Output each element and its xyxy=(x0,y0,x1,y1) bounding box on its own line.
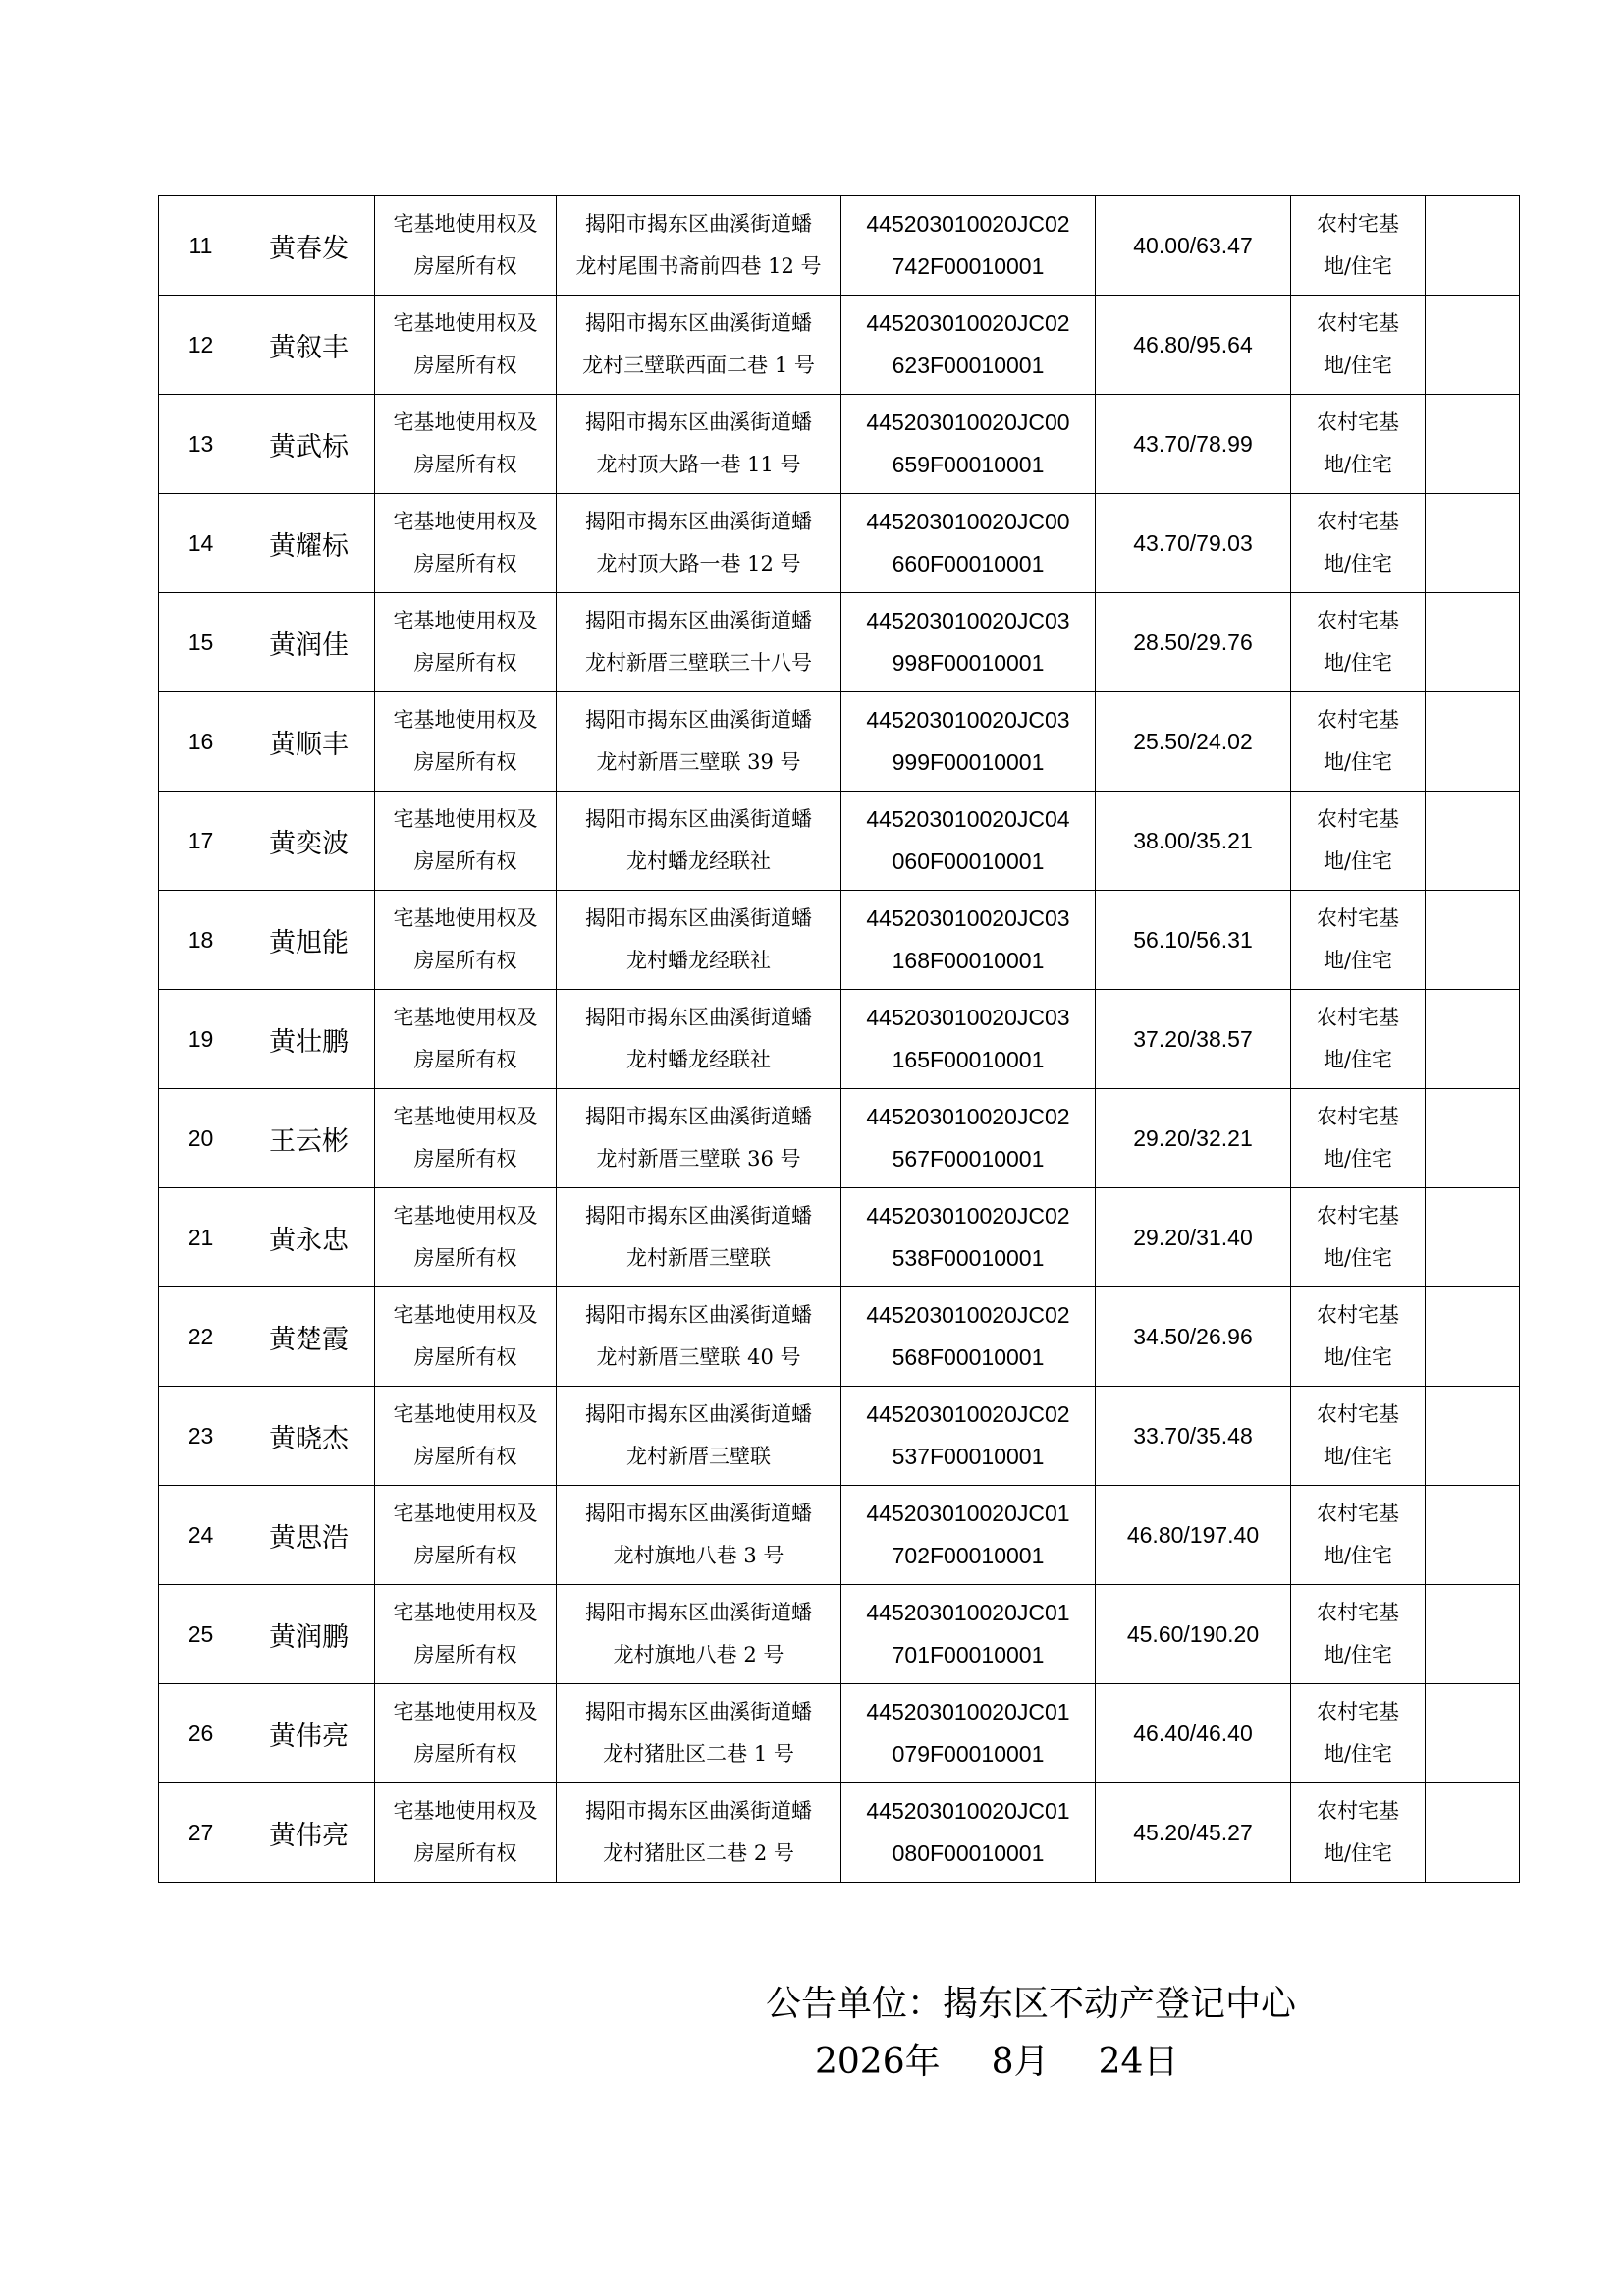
row-number-cell: 12 xyxy=(159,296,243,395)
unit-code-cell xyxy=(841,1486,1096,1585)
unit-code-cell xyxy=(841,891,1096,990)
table-row xyxy=(159,1089,1520,1188)
row-number-cell: 25 xyxy=(159,1585,243,1684)
right-type-cell xyxy=(375,494,557,593)
unit-code-cell xyxy=(841,196,1096,296)
location-cell xyxy=(557,296,841,395)
location-line: 揭阳市揭东区曲溪街道蟠 xyxy=(585,510,812,533)
unit-code-line: 445203010020JC03 xyxy=(866,608,1070,633)
right-type-cell xyxy=(375,692,557,792)
area-cell: 46.80/197.40 xyxy=(1096,1486,1291,1585)
unit-code-line: 445203010020JC00 xyxy=(866,410,1070,435)
location-line: 龙村蟠龙经联社 xyxy=(626,949,771,972)
area-cell: 28.50/29.76 xyxy=(1096,593,1291,692)
right-type-line: 房屋所有权 xyxy=(413,1445,517,1468)
unit-code-line: 445203010020JC03 xyxy=(866,905,1070,931)
row-number-cell: 17 xyxy=(159,792,243,891)
table-row xyxy=(159,990,1520,1089)
right-type-line: 宅基地使用权及 xyxy=(393,510,538,533)
table-row xyxy=(159,692,1520,792)
land-use-line: 农村宅基 xyxy=(1317,906,1399,930)
date-day-suffix: 日 xyxy=(1143,2042,1179,2082)
table-row xyxy=(159,1684,1520,1783)
land-use-line: 农村宅基 xyxy=(1317,1601,1399,1624)
land-use-cell xyxy=(1291,494,1426,593)
unit-code-line: 445203010020JC02 xyxy=(866,211,1070,237)
land-use-line: 地/住宅 xyxy=(1323,1643,1393,1667)
right-type-line: 房屋所有权 xyxy=(413,354,517,377)
unit-code-cell xyxy=(841,990,1096,1089)
unit-code-cell xyxy=(841,1188,1096,1287)
location-line: 揭阳市揭东区曲溪街道蟠 xyxy=(585,1402,812,1426)
right-type-line: 宅基地使用权及 xyxy=(393,1502,538,1525)
land-use-cell xyxy=(1291,1585,1426,1684)
owner-name-cell: 黄顺丰 xyxy=(243,692,375,792)
land-use-line: 农村宅基 xyxy=(1317,1700,1399,1723)
unit-code-line: 168F00010001 xyxy=(892,948,1045,973)
land-use-line: 农村宅基 xyxy=(1317,1402,1399,1426)
land-use-line: 地/住宅 xyxy=(1323,1445,1393,1468)
unit-code-line: 445203010020JC04 xyxy=(866,806,1070,832)
location-line: 龙村蟠龙经联社 xyxy=(626,849,771,873)
land-use-line: 地/住宅 xyxy=(1323,1048,1393,1071)
right-type-line: 房屋所有权 xyxy=(413,1147,517,1171)
unit-code-line: 999F00010001 xyxy=(892,749,1045,775)
owner-name-cell: 黄晓杰 xyxy=(243,1387,375,1486)
location-line: 龙村新厝三壁联 xyxy=(626,1445,771,1468)
location-line: 龙村新厝三壁联 xyxy=(626,1246,771,1270)
remarks-cell xyxy=(1426,1585,1520,1684)
location-line: 揭阳市揭东区曲溪街道蟠 xyxy=(585,212,812,236)
right-type-cell xyxy=(375,395,557,494)
right-type-cell xyxy=(375,196,557,296)
owner-name-cell: 黄润鹏 xyxy=(243,1585,375,1684)
row-number-cell: 16 xyxy=(159,692,243,792)
unit-code-cell xyxy=(841,593,1096,692)
location-line: 揭阳市揭东区曲溪街道蟠 xyxy=(585,1700,812,1723)
owner-name-cell: 黄春发 xyxy=(243,196,375,296)
land-use-line: 农村宅基 xyxy=(1317,212,1399,236)
area-cell: 46.80/95.64 xyxy=(1096,296,1291,395)
unit-code-cell xyxy=(841,792,1096,891)
right-type-line: 宅基地使用权及 xyxy=(393,1303,538,1327)
right-type-line: 宅基地使用权及 xyxy=(393,708,538,732)
unit-code-cell xyxy=(841,1089,1096,1188)
right-type-line: 房屋所有权 xyxy=(413,849,517,873)
land-use-line: 地/住宅 xyxy=(1323,354,1393,377)
unit-code-cell xyxy=(841,1387,1096,1486)
land-use-line: 地/住宅 xyxy=(1323,1246,1393,1270)
land-use-line: 地/住宅 xyxy=(1323,1147,1393,1171)
owner-name-cell: 黄奕波 xyxy=(243,792,375,891)
right-type-line: 房屋所有权 xyxy=(413,1345,517,1369)
row-number-cell: 18 xyxy=(159,891,243,990)
location-cell xyxy=(557,395,841,494)
right-type-line: 房屋所有权 xyxy=(413,651,517,675)
location-line: 龙村顶大路一巷 11 号 xyxy=(596,453,801,476)
table-row xyxy=(159,1585,1520,1684)
land-use-line: 地/住宅 xyxy=(1323,1841,1393,1865)
right-type-line: 房屋所有权 xyxy=(413,1246,517,1270)
table-row xyxy=(159,196,1520,296)
land-use-line: 农村宅基 xyxy=(1317,1105,1399,1128)
land-use-cell xyxy=(1291,296,1426,395)
land-use-line: 农村宅基 xyxy=(1317,807,1399,831)
unit-code-cell xyxy=(841,1585,1096,1684)
land-use-line: 地/住宅 xyxy=(1323,750,1393,774)
location-line: 揭阳市揭东区曲溪街道蟠 xyxy=(585,410,812,434)
remarks-cell xyxy=(1426,1783,1520,1883)
unit-code-cell xyxy=(841,395,1096,494)
land-use-cell xyxy=(1291,593,1426,692)
unit-code-line: 445203010020JC01 xyxy=(866,1798,1070,1824)
right-type-cell xyxy=(375,891,557,990)
remarks-cell xyxy=(1426,1089,1520,1188)
table-row xyxy=(159,1188,1520,1287)
unit-code-line: 445203010020JC02 xyxy=(866,1104,1070,1129)
table-row xyxy=(159,1287,1520,1387)
remarks-cell xyxy=(1426,1684,1520,1783)
land-use-line: 农村宅基 xyxy=(1317,1006,1399,1029)
location-line: 龙村新厝三壁联 36 号 xyxy=(596,1147,801,1171)
owner-name-cell: 黄伟亮 xyxy=(243,1684,375,1783)
unit-code-line: 701F00010001 xyxy=(892,1642,1045,1667)
location-cell xyxy=(557,990,841,1089)
unit-code-line: 060F00010001 xyxy=(892,848,1045,874)
location-line: 揭阳市揭东区曲溪街道蟠 xyxy=(585,609,812,632)
land-use-cell xyxy=(1291,1783,1426,1883)
location-cell xyxy=(557,1387,841,1486)
row-number-cell: 22 xyxy=(159,1287,243,1387)
row-number-cell: 19 xyxy=(159,990,243,1089)
unit-code-line: 445203010020JC01 xyxy=(866,1501,1070,1526)
owner-name-cell: 黄壮鹏 xyxy=(243,990,375,1089)
location-line: 龙村顶大路一巷 12 号 xyxy=(596,552,801,575)
location-line: 龙村新厝三壁联 40 号 xyxy=(596,1345,801,1369)
table-row xyxy=(159,1486,1520,1585)
location-line: 龙村新厝三壁联 39 号 xyxy=(596,750,801,774)
right-type-cell xyxy=(375,1486,557,1585)
right-type-line: 房屋所有权 xyxy=(413,1544,517,1567)
right-type-line: 宅基地使用权及 xyxy=(393,1204,538,1228)
location-line: 龙村蟠龙经联社 xyxy=(626,1048,771,1071)
table-body xyxy=(159,196,1520,1883)
location-line: 龙村旗地八巷 2 号 xyxy=(613,1643,784,1667)
location-cell xyxy=(557,1684,841,1783)
unit-code-line: 445203010020JC03 xyxy=(866,1005,1070,1030)
row-number-cell: 27 xyxy=(159,1783,243,1883)
land-use-cell xyxy=(1291,692,1426,792)
right-type-line: 房屋所有权 xyxy=(413,254,517,278)
area-cell: 40.00/63.47 xyxy=(1096,196,1291,296)
right-type-cell xyxy=(375,792,557,891)
land-use-cell xyxy=(1291,1486,1426,1585)
unit-code-line: 445203010020JC02 xyxy=(866,310,1070,336)
land-use-cell xyxy=(1291,1387,1426,1486)
area-cell: 45.20/45.27 xyxy=(1096,1783,1291,1883)
right-type-line: 宅基地使用权及 xyxy=(393,807,538,831)
location-line: 龙村猪肚区二巷 2 号 xyxy=(603,1841,794,1865)
land-use-line: 地/住宅 xyxy=(1323,849,1393,873)
right-type-cell xyxy=(375,1684,557,1783)
right-type-line: 宅基地使用权及 xyxy=(393,1601,538,1624)
area-cell: 46.40/46.40 xyxy=(1096,1684,1291,1783)
unit-code-cell xyxy=(841,692,1096,792)
area-cell: 33.70/35.48 xyxy=(1096,1387,1291,1486)
owner-name-cell: 黄旭能 xyxy=(243,891,375,990)
right-type-cell xyxy=(375,1188,557,1287)
land-use-cell xyxy=(1291,990,1426,1089)
right-type-line: 宅基地使用权及 xyxy=(393,906,538,930)
land-use-cell xyxy=(1291,196,1426,296)
land-use-line: 地/住宅 xyxy=(1323,1742,1393,1766)
right-type-line: 房屋所有权 xyxy=(413,949,517,972)
land-use-line: 地/住宅 xyxy=(1323,651,1393,675)
remarks-cell xyxy=(1426,792,1520,891)
location-line: 龙村旗地八巷 3 号 xyxy=(613,1544,784,1567)
unit-code-line: 659F00010001 xyxy=(892,452,1045,477)
remarks-cell xyxy=(1426,196,1520,296)
table-row xyxy=(159,395,1520,494)
land-use-line: 农村宅基 xyxy=(1317,1303,1399,1327)
table-row xyxy=(159,296,1520,395)
unit-code-line: 445203010020JC02 xyxy=(866,1203,1070,1229)
right-type-cell xyxy=(375,1387,557,1486)
row-number-cell: 11 xyxy=(159,196,243,296)
area-cell: 45.60/190.20 xyxy=(1096,1585,1291,1684)
date-month-suffix: 月 xyxy=(1013,2042,1050,2082)
area-cell: 56.10/56.31 xyxy=(1096,891,1291,990)
owner-name-cell: 黄永忠 xyxy=(243,1188,375,1287)
location-line: 揭阳市揭东区曲溪街道蟠 xyxy=(585,1799,812,1823)
remarks-cell xyxy=(1426,891,1520,990)
row-number-cell: 23 xyxy=(159,1387,243,1486)
remarks-cell xyxy=(1426,593,1520,692)
location-cell xyxy=(557,792,841,891)
unit-code-line: 568F00010001 xyxy=(892,1344,1045,1370)
location-line: 龙村新厝三壁联三十八号 xyxy=(585,651,812,675)
right-type-line: 房屋所有权 xyxy=(413,453,517,476)
date-year: 2026 xyxy=(815,2042,905,2082)
owner-name-cell: 黄叙丰 xyxy=(243,296,375,395)
land-use-line: 农村宅基 xyxy=(1317,1204,1399,1228)
location-line: 揭阳市揭东区曲溪街道蟠 xyxy=(585,708,812,732)
location-line: 揭阳市揭东区曲溪街道蟠 xyxy=(585,311,812,335)
remarks-cell xyxy=(1426,296,1520,395)
owner-name-cell: 黄楚霞 xyxy=(243,1287,375,1387)
unit-code-line: 567F00010001 xyxy=(892,1146,1045,1172)
area-cell: 43.70/79.03 xyxy=(1096,494,1291,593)
location-line: 揭阳市揭东区曲溪街道蟠 xyxy=(585,1601,812,1624)
land-use-cell xyxy=(1291,891,1426,990)
right-type-line: 宅基地使用权及 xyxy=(393,609,538,632)
land-use-line: 农村宅基 xyxy=(1317,510,1399,533)
unit-code-line: 445203010020JC02 xyxy=(866,1401,1070,1427)
right-type-line: 宅基地使用权及 xyxy=(393,410,538,434)
land-use-line: 地/住宅 xyxy=(1323,1544,1393,1567)
right-type-line: 宅基地使用权及 xyxy=(393,212,538,236)
land-use-line: 农村宅基 xyxy=(1317,1799,1399,1823)
owner-name-cell: 黄武标 xyxy=(243,395,375,494)
unit-code-line: 165F00010001 xyxy=(892,1047,1045,1072)
registry-table xyxy=(158,195,1520,1883)
remarks-cell xyxy=(1426,1486,1520,1585)
land-use-cell xyxy=(1291,1089,1426,1188)
unit-code-line: 445203010020JC00 xyxy=(866,509,1070,534)
location-line: 揭阳市揭东区曲溪街道蟠 xyxy=(585,1502,812,1525)
right-type-cell xyxy=(375,296,557,395)
table-row xyxy=(159,792,1520,891)
land-use-line: 地/住宅 xyxy=(1323,1345,1393,1369)
right-type-line: 房屋所有权 xyxy=(413,750,517,774)
row-number-cell: 13 xyxy=(159,395,243,494)
owner-name-cell: 王云彬 xyxy=(243,1089,375,1188)
right-type-cell xyxy=(375,1089,557,1188)
right-type-cell xyxy=(375,1783,557,1883)
land-use-line: 地/住宅 xyxy=(1323,254,1393,278)
location-line: 揭阳市揭东区曲溪街道蟠 xyxy=(585,1204,812,1228)
unit-code-cell xyxy=(841,1684,1096,1783)
location-cell xyxy=(557,891,841,990)
row-number-cell: 15 xyxy=(159,593,243,692)
unit-code-line: 445203010020JC02 xyxy=(866,1302,1070,1328)
location-line: 龙村三壁联西面二巷 1 号 xyxy=(582,354,815,377)
location-cell xyxy=(557,1188,841,1287)
unit-code-line: 445203010020JC03 xyxy=(866,707,1070,733)
area-cell: 25.50/24.02 xyxy=(1096,692,1291,792)
land-use-line: 农村宅基 xyxy=(1317,410,1399,434)
area-cell: 38.00/35.21 xyxy=(1096,792,1291,891)
date-day: 24 xyxy=(1098,2042,1144,2082)
location-cell xyxy=(557,494,841,593)
land-use-line: 地/住宅 xyxy=(1323,949,1393,972)
land-use-line: 地/住宅 xyxy=(1323,552,1393,575)
table-row xyxy=(159,1387,1520,1486)
location-line: 龙村尾围书斋前四巷 12 号 xyxy=(575,254,822,278)
location-cell xyxy=(557,1585,841,1684)
land-use-line: 地/住宅 xyxy=(1323,453,1393,476)
land-use-line: 农村宅基 xyxy=(1317,708,1399,732)
unit-code-line: 742F00010001 xyxy=(892,253,1045,279)
location-line: 揭阳市揭东区曲溪街道蟠 xyxy=(585,1303,812,1327)
right-type-cell xyxy=(375,990,557,1089)
unit-code-line: 998F00010001 xyxy=(892,650,1045,676)
location-line: 揭阳市揭东区曲溪街道蟠 xyxy=(585,906,812,930)
unit-code-line: 080F00010001 xyxy=(892,1840,1045,1866)
remarks-cell xyxy=(1426,1188,1520,1287)
table-row xyxy=(159,494,1520,593)
remarks-cell xyxy=(1426,494,1520,593)
table-row xyxy=(159,1783,1520,1883)
location-line: 揭阳市揭东区曲溪街道蟠 xyxy=(585,1105,812,1128)
right-type-line: 房屋所有权 xyxy=(413,1742,517,1766)
right-type-line: 宅基地使用权及 xyxy=(393,311,538,335)
location-cell xyxy=(557,1287,841,1387)
right-type-line: 宅基地使用权及 xyxy=(393,1105,538,1128)
owner-name-cell: 黄耀标 xyxy=(243,494,375,593)
right-type-line: 房屋所有权 xyxy=(413,1841,517,1865)
right-type-line: 房屋所有权 xyxy=(413,1643,517,1667)
right-type-cell xyxy=(375,1287,557,1387)
area-cell: 29.20/32.21 xyxy=(1096,1089,1291,1188)
right-type-line: 宅基地使用权及 xyxy=(393,1700,538,1723)
row-number-cell: 21 xyxy=(159,1188,243,1287)
area-cell: 29.20/31.40 xyxy=(1096,1188,1291,1287)
unit-code-line: 445203010020JC01 xyxy=(866,1600,1070,1625)
unit-code-cell xyxy=(841,1287,1096,1387)
land-use-cell xyxy=(1291,792,1426,891)
location-line: 龙村猪肚区二巷 1 号 xyxy=(603,1742,794,1766)
remarks-cell xyxy=(1426,990,1520,1089)
date-month: 8 xyxy=(991,2042,1014,2082)
row-number-cell: 24 xyxy=(159,1486,243,1585)
right-type-cell xyxy=(375,1585,557,1684)
unit-code-cell xyxy=(841,1783,1096,1883)
table-row xyxy=(159,891,1520,990)
unit-code-cell xyxy=(841,494,1096,593)
location-cell xyxy=(557,1486,841,1585)
right-type-line: 宅基地使用权及 xyxy=(393,1006,538,1029)
owner-name-cell: 黄思浩 xyxy=(243,1486,375,1585)
location-line: 揭阳市揭东区曲溪街道蟠 xyxy=(585,1006,812,1029)
unit-code-line: 445203010020JC01 xyxy=(866,1699,1070,1724)
right-type-line: 房屋所有权 xyxy=(413,1048,517,1071)
right-type-line: 房屋所有权 xyxy=(413,552,517,575)
location-cell xyxy=(557,1089,841,1188)
table-row xyxy=(159,593,1520,692)
unit-code-line: 660F00010001 xyxy=(892,551,1045,576)
land-use-cell xyxy=(1291,1287,1426,1387)
remarks-cell xyxy=(1426,692,1520,792)
right-type-cell xyxy=(375,593,557,692)
unit-code-line: 537F00010001 xyxy=(892,1444,1045,1469)
land-use-cell xyxy=(1291,395,1426,494)
remarks-cell xyxy=(1426,395,1520,494)
location-cell xyxy=(557,1783,841,1883)
unit-code-cell xyxy=(841,296,1096,395)
row-number-cell: 20 xyxy=(159,1089,243,1188)
owner-name-cell: 黄伟亮 xyxy=(243,1783,375,1883)
land-use-cell xyxy=(1291,1684,1426,1783)
location-cell xyxy=(557,196,841,296)
right-type-line: 宅基地使用权及 xyxy=(393,1799,538,1823)
announcement-date xyxy=(815,2034,1178,2084)
land-use-cell xyxy=(1291,1188,1426,1287)
unit-code-line: 702F00010001 xyxy=(892,1543,1045,1568)
right-type-line: 宅基地使用权及 xyxy=(393,1402,538,1426)
unit-code-line: 623F00010001 xyxy=(892,353,1045,378)
area-cell: 37.20/38.57 xyxy=(1096,990,1291,1089)
area-cell: 34.50/26.96 xyxy=(1096,1287,1291,1387)
remarks-cell xyxy=(1426,1387,1520,1486)
unit-code-line: 079F00010001 xyxy=(892,1741,1045,1767)
location-cell xyxy=(557,692,841,792)
row-number-cell: 26 xyxy=(159,1684,243,1783)
land-use-line: 农村宅基 xyxy=(1317,1502,1399,1525)
row-number-cell: 14 xyxy=(159,494,243,593)
owner-name-cell: 黄润佳 xyxy=(243,593,375,692)
location-line: 揭阳市揭东区曲溪街道蟠 xyxy=(585,807,812,831)
unit-code-line: 538F00010001 xyxy=(892,1245,1045,1271)
announcing-unit: 公告单位：揭东区不动产登记中心 xyxy=(766,1984,1297,2024)
land-use-line: 农村宅基 xyxy=(1317,311,1399,335)
date-year-suffix: 年 xyxy=(904,2042,941,2082)
location-cell xyxy=(557,593,841,692)
area-cell: 43.70/78.99 xyxy=(1096,395,1291,494)
remarks-cell xyxy=(1426,1287,1520,1387)
land-use-line: 农村宅基 xyxy=(1317,609,1399,632)
